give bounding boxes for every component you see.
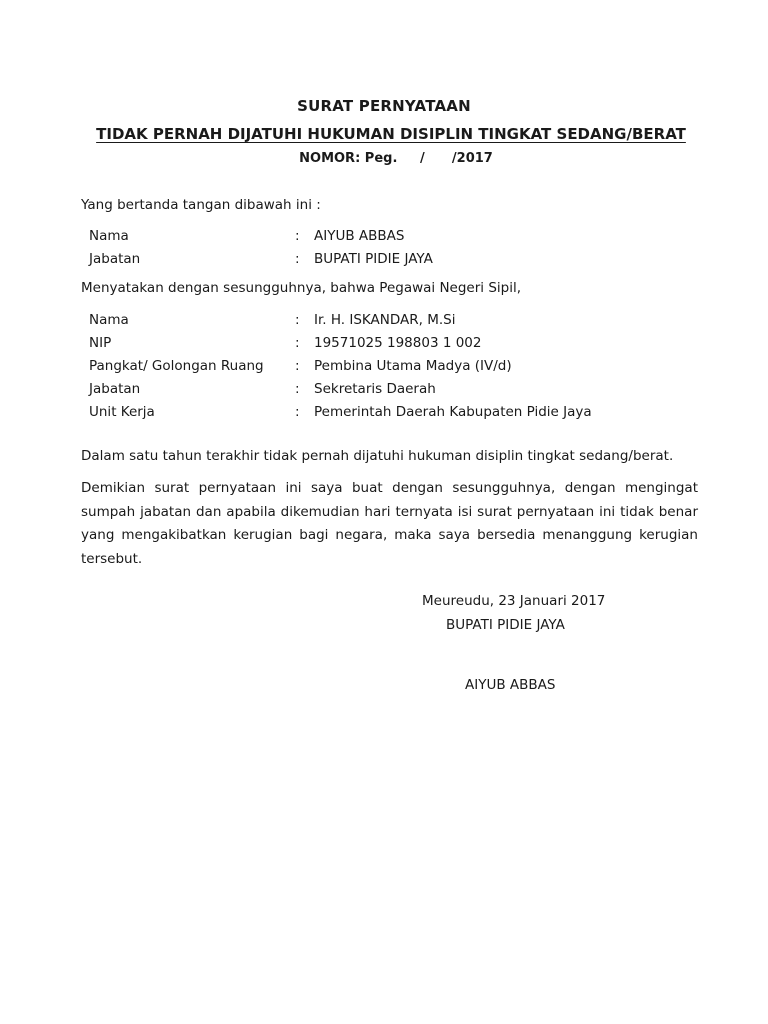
field-separator: :	[295, 312, 300, 328]
field-value: AIYUB ABBAS	[314, 228, 405, 244]
field-value: Pembina Utama Madya (IV/d)	[314, 358, 512, 374]
field-separator: :	[295, 335, 300, 351]
signature-name: AIYUB ABBAS	[465, 677, 556, 693]
field-separator: :	[295, 251, 300, 267]
field-separator: :	[295, 381, 300, 397]
field-label: Jabatan	[89, 381, 141, 397]
intro-text: Yang bertanda tangan dibawah ini :	[81, 197, 321, 213]
document-number: NOMOR: Peg. / /2017	[299, 151, 493, 166]
field-separator: :	[295, 404, 300, 420]
field-value: Ir. H. ISKANDAR, M.Si	[314, 312, 456, 328]
field-value: Pemerintah Daerah Kabupaten Pidie Jaya	[314, 404, 592, 420]
statement-text: Menyatakan dengan sesungguhnya, bahwa Pegawai Negeri Sipil,	[81, 280, 522, 296]
document-subtitle: TIDAK PERNAH DIJATUHI HUKUMAN DISIPLIN TINGKAT SEDANG/BERAT	[96, 125, 686, 143]
closing-paragraph: Demikian surat pernyataan ini saya buat dengan sesungguhnya, dengan mengingat sumpah jabatan dan apabila dikemudian hari ternyata isi surat pernyataan ini tidak benar yang mengakibatkan kerugian bagi negara, maka saya bersedia menanggung kerugian tersebut.	[81, 480, 698, 567]
field-value: 19571025 198803 1 002	[314, 335, 482, 351]
field-label: Unit Kerja	[89, 404, 155, 420]
field-value: Sekretaris Daerah	[314, 381, 436, 397]
declaration-paragraph: Dalam satu tahun terakhir tidak pernah dijatuhi hukuman disiplin tingkat sedang/berat.	[81, 448, 674, 464]
field-label: Pangkat/ Golongan Ruang	[89, 358, 264, 374]
signature-place-date: Meureudu, 23 Januari 2017	[422, 593, 606, 609]
signature-title: BUPATI PIDIE JAYA	[446, 617, 565, 633]
field-separator: :	[295, 228, 300, 244]
field-value: BUPATI PIDIE JAYA	[314, 251, 433, 267]
field-separator: :	[295, 358, 300, 374]
document-title: SURAT PERNYATAAN	[297, 97, 471, 115]
field-label: Jabatan	[89, 251, 141, 267]
field-label: Nama	[89, 228, 129, 244]
field-label: Nama	[89, 312, 129, 328]
field-label: NIP	[89, 335, 112, 351]
